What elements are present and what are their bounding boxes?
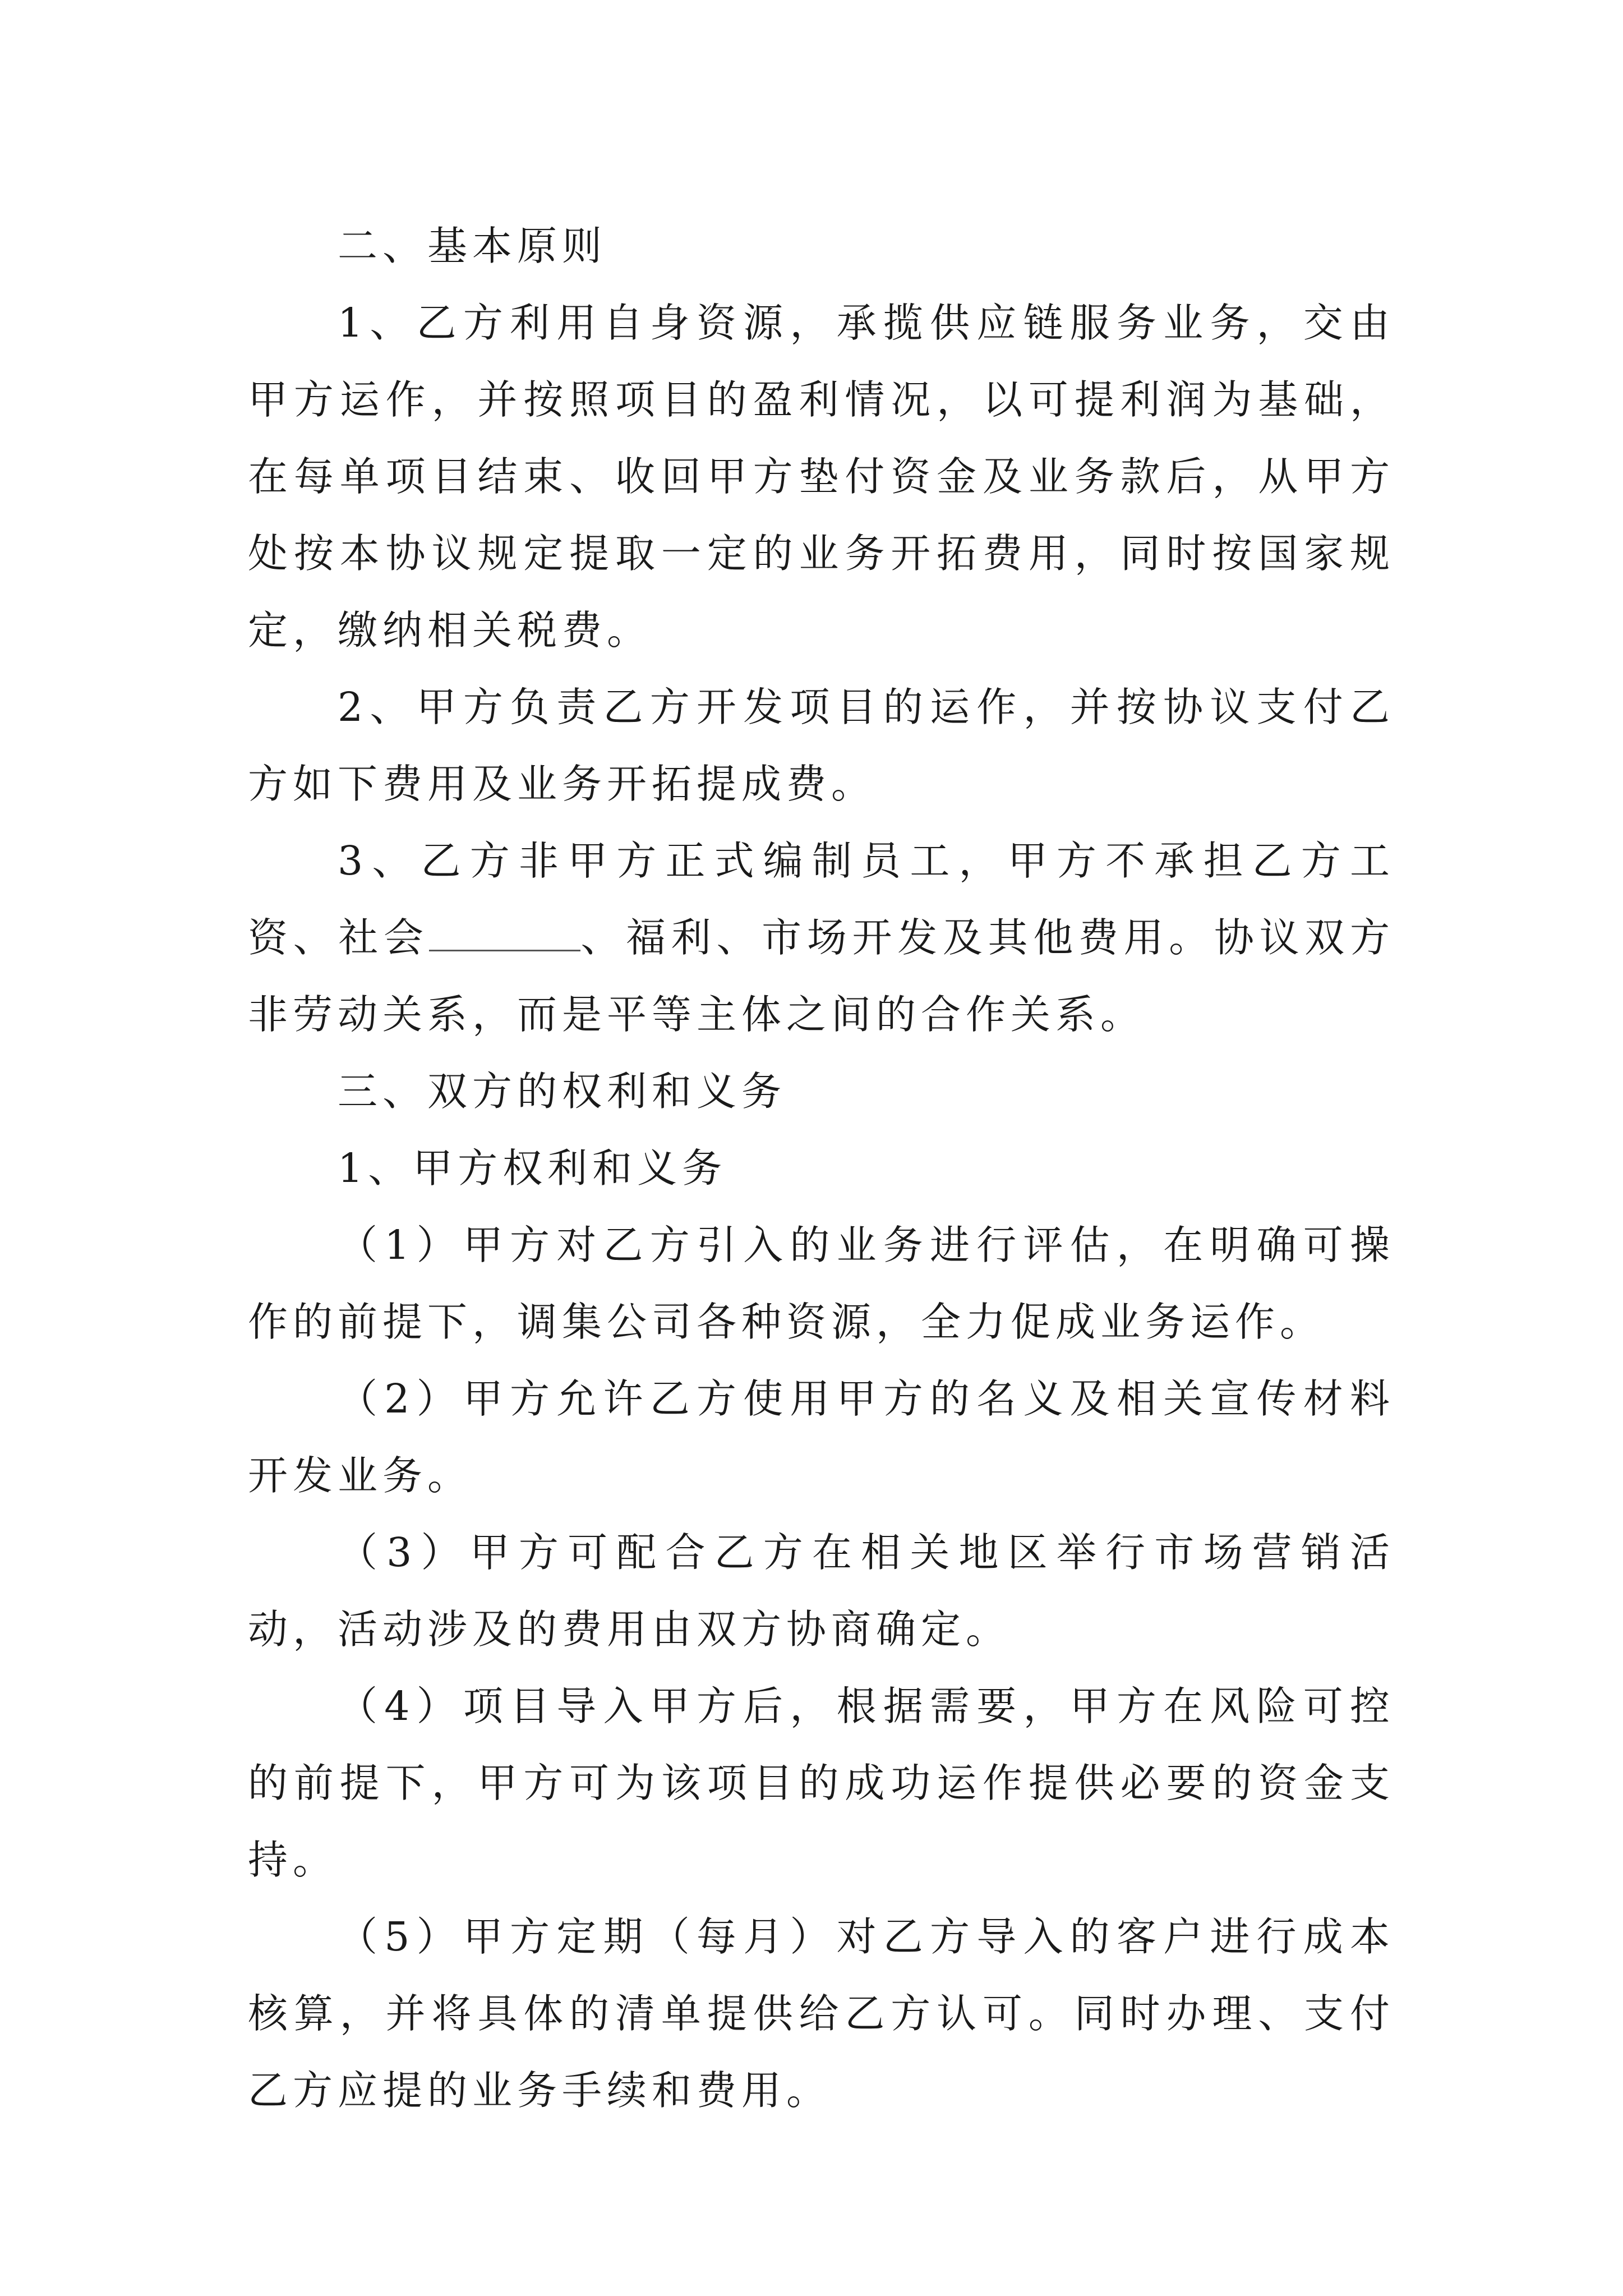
principle-paragraph-2: 2、甲方负责乙方开发项目的运作，并按协议支付乙方如下费用及业务开拓提成费。 (248, 684, 1395, 807)
obligation-item-2: （2）甲方允许乙方使用甲方的名义及相关宣传材料开发业务。 (248, 1375, 1395, 1499)
obligation-item-4: （4）项目导入甲方后，根据需要，甲方在风险可控的前提下，甲方可为该项目的成功运作提供必要的资金支持。 (248, 1683, 1395, 1883)
principle-paragraph-3 (248, 822, 1395, 1053)
paragraph-3-text-before-blank: 3、乙方非甲方正式编制员工，甲方不承担乙方工资、社会 (248, 838, 1395, 961)
paragraph-3-text-after-blank: 、福利、市场开发及其他费用。协议双方非劳动关系，而是平等主体之间的合作关系。 (248, 914, 1395, 1038)
obligation-item-5: （5）甲方定期（每月）对乙方导入的客户进行成本核算，并将具体的清单提供给乙方认可。同时办理、支付乙方应提的业务手续和费用。 (248, 1913, 1395, 2114)
subsection-1-heading: 1、甲方权利和义务 (338, 1145, 727, 1191)
document-body (248, 208, 1395, 2129)
section-3-heading: 三、双方的权利和义务 (338, 1068, 787, 1115)
section-2-heading: 二、基本原则 (338, 223, 607, 269)
principle-paragraph-1: 1、乙方利用自身资源，承揽供应链服务业务，交由甲方运作，并按照项目的盈利情况，以可提利润为基础，在每单项目结束、收回甲方垫付资金及业务款后，从甲方处按本协议规定提取一定的业务开拓费用，同时按国家规定，缴纳相关税费。 (248, 300, 1395, 654)
obligation-item-3: （3）甲方可配合乙方在相关地区举行市场营销活动，活动涉及的费用由双方协商确定。 (248, 1529, 1395, 1653)
obligation-item-1: （1）甲方对乙方引入的业务进行评估，在明确可操作的前提下，调集公司各种资源，全力促成业务运作。 (248, 1222, 1395, 1345)
fill-in-blank (429, 918, 580, 951)
